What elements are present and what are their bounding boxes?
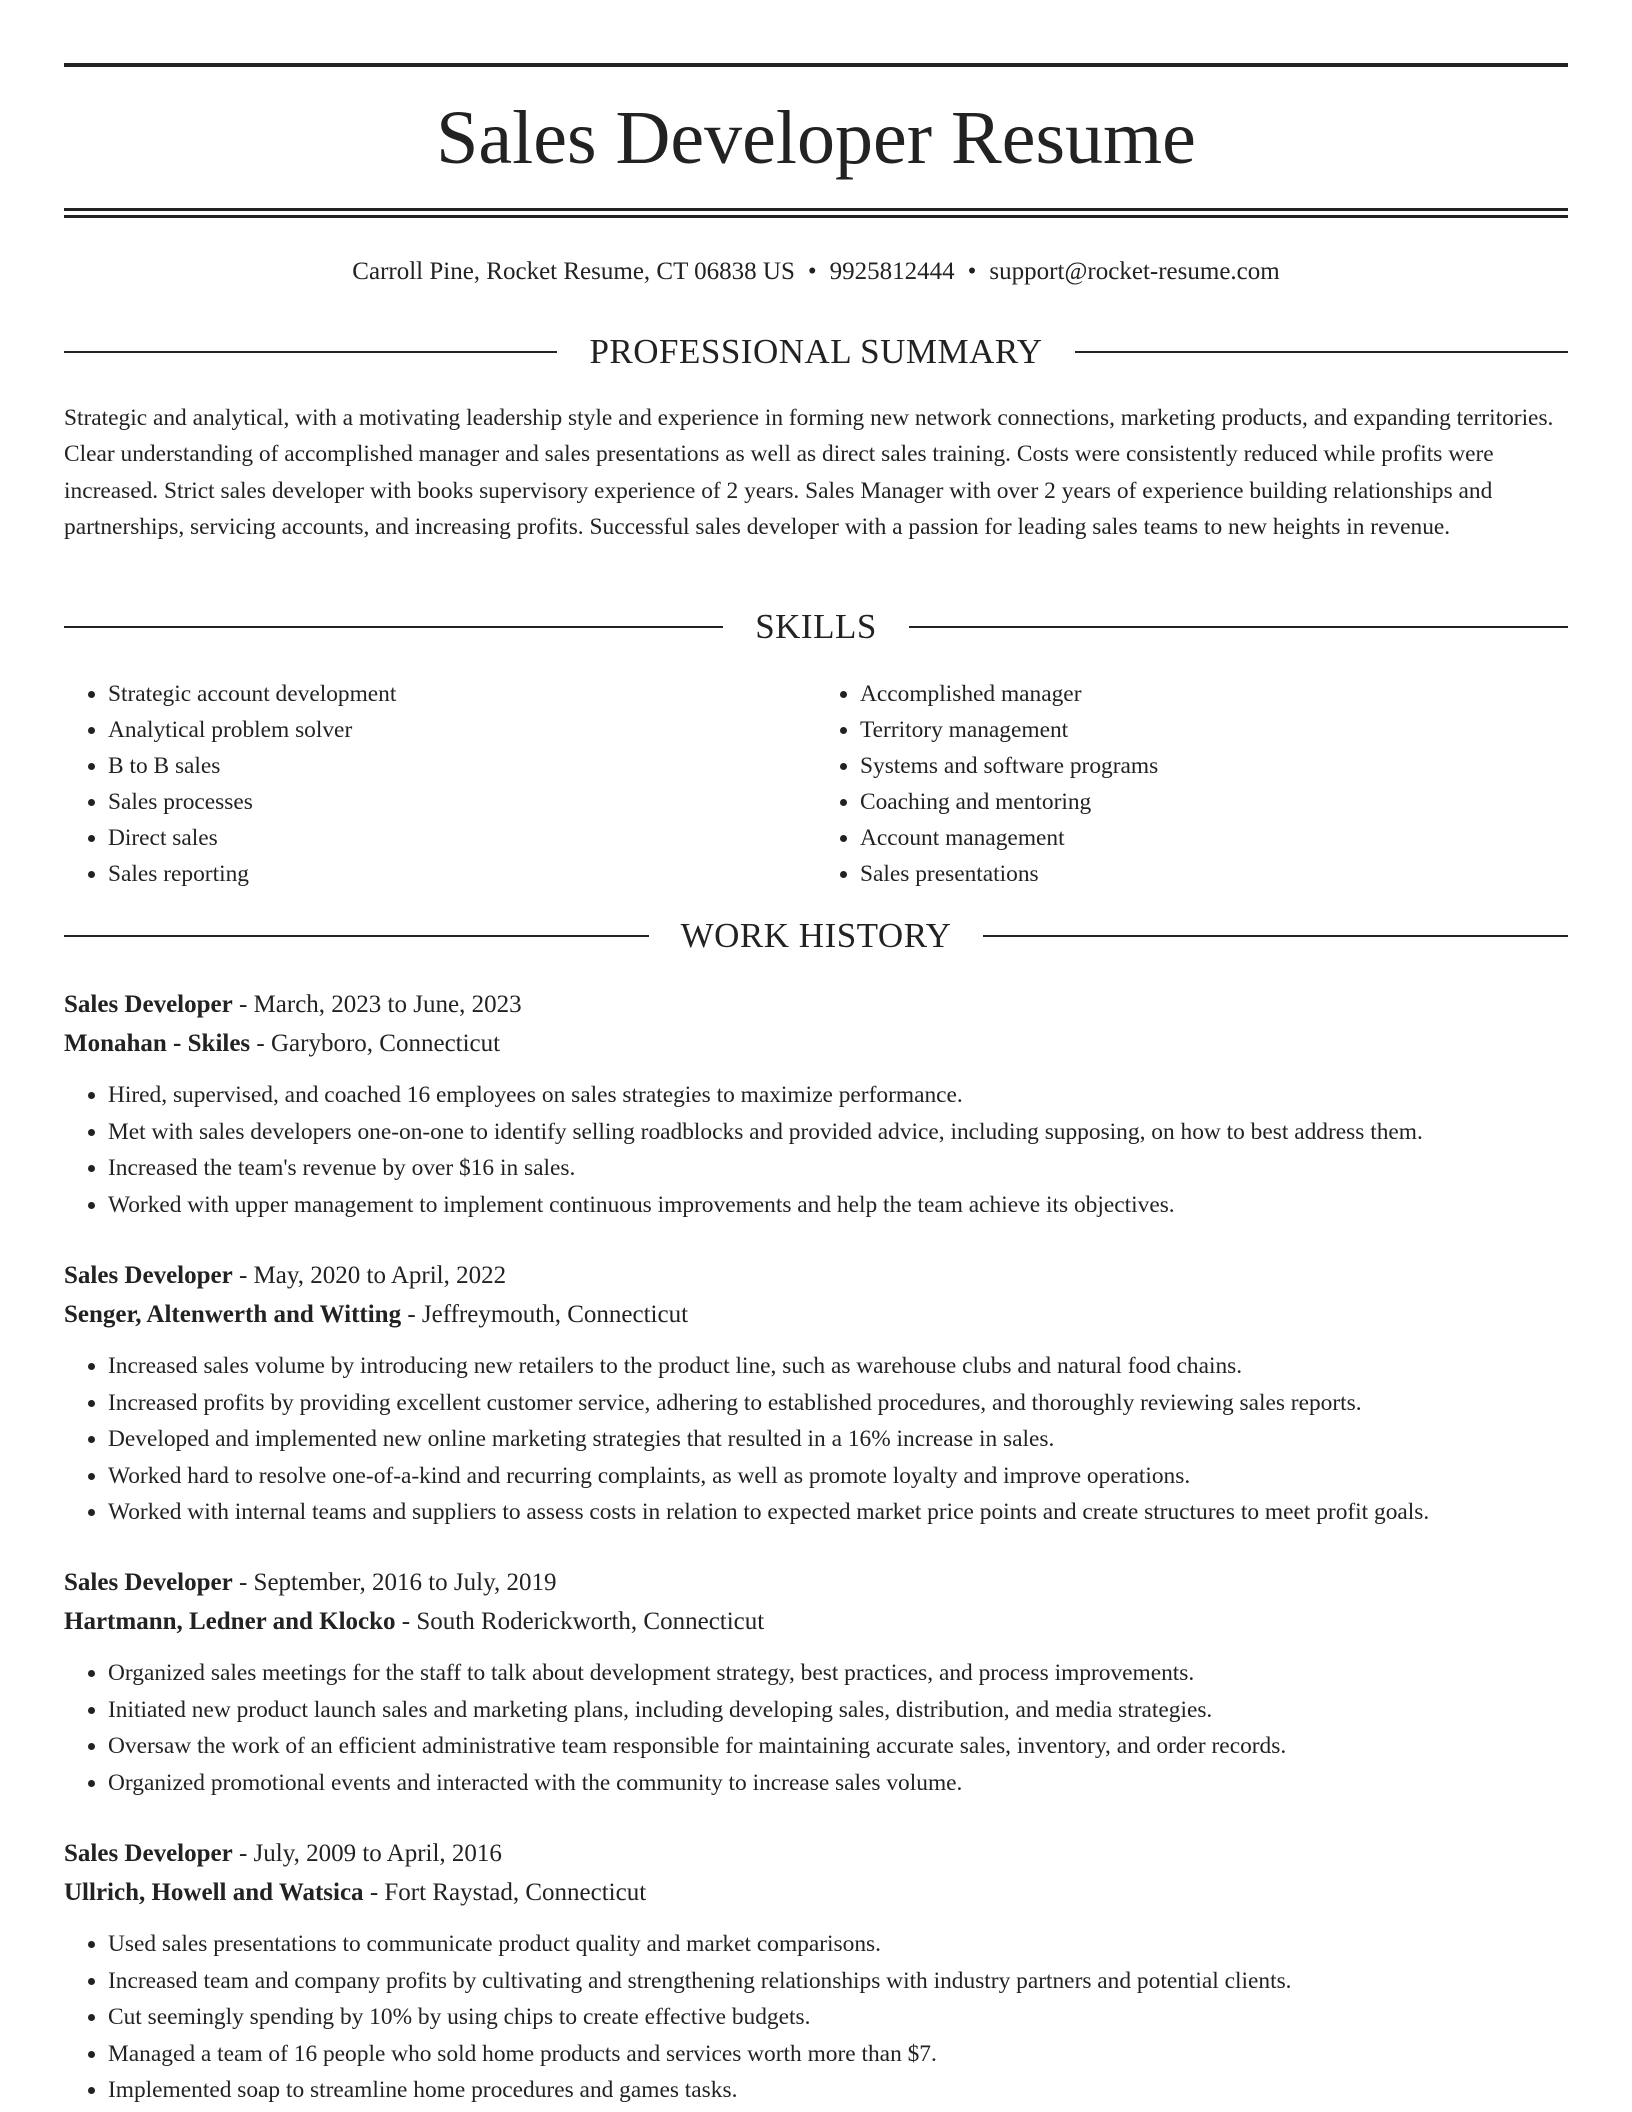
job-company: Monahan - Skiles bbox=[64, 1030, 251, 1057]
job-bullet: • Organized sales meetings for the staff to talk about development strategy, best practices, and process improvements. bbox=[108, 1655, 1568, 1692]
skill-item: • Sales processes bbox=[108, 784, 816, 820]
job-bullet: • Worked with upper management to implement continuous improvements and help the team achieve its objectives. bbox=[108, 1187, 1568, 1224]
header-bottom-rule-1 bbox=[64, 208, 1568, 211]
job-company-line: Ullrich, Howell and Watsica - Fort Raystad, Connecticut bbox=[64, 1879, 647, 1906]
job-dates: May, 2020 to April, 2022 bbox=[253, 1262, 507, 1289]
job-dates: September, 2016 to July, 2019 bbox=[253, 1569, 557, 1596]
job-title-line: Sales Developer - May, 2020 to April, 2022 bbox=[64, 1262, 507, 1289]
skill-item: • Direct sales bbox=[108, 820, 816, 856]
summary-heading-label: PROFESSIONAL SUMMARY bbox=[589, 332, 1043, 371]
job-bullets bbox=[64, 1077, 1568, 1223]
header-top-rule bbox=[64, 63, 1568, 67]
job-bullet: • Increased the team's revenue by over $16 in sales. bbox=[108, 1150, 1568, 1187]
job-location: Jeffreymouth, Connecticut bbox=[421, 1301, 689, 1328]
contact-separator: • bbox=[967, 258, 977, 285]
skills-column-right bbox=[816, 676, 1568, 892]
job-bullet: • Hired, supervised, and coached 16 employees on sales strategies to maximize performance. bbox=[108, 1077, 1568, 1114]
job-company-line: Monahan - Skiles - Garyboro, Connecticut bbox=[64, 1030, 501, 1057]
job-entry bbox=[64, 1834, 1568, 2109]
skill-item: • Systems and software programs bbox=[860, 748, 1568, 784]
job-bullet: • Cut seemingly spending by 10% by using chips to create effective budgets. bbox=[108, 1999, 1568, 2036]
job-location: South Roderickworth, Connecticut bbox=[416, 1608, 765, 1635]
heading-rule-right bbox=[909, 626, 1568, 628]
job-entry bbox=[64, 1256, 1568, 1531]
job-dates: March, 2023 to June, 2023 bbox=[253, 991, 522, 1018]
summary-text: Strategic and analytical, with a motivating leadership style and experience in forming new network connections, marketing products, and expanding territories. Clear understanding of accomplished manager and sales presentations as well as direct sales training. Costs were consistently reduced while profits were increased. Strict sales developer with books supervisory experience of 2 years. Sales Manager with over 2 years of experience building relationships and partnerships, servicing accounts, and increasing profits. Successful sales developer with a passion for leading sales teams to new heights in revenue. bbox=[64, 405, 1554, 540]
contact-line bbox=[64, 254, 1568, 290]
work-history-heading-label: WORK HISTORY bbox=[680, 916, 952, 955]
skill-item: • Analytical problem solver bbox=[108, 712, 816, 748]
job-bullet: • Organized promotional events and interacted with the community to increase sales volume. bbox=[108, 1765, 1568, 1802]
job-title-line: Sales Developer - July, 2009 to April, 2016 bbox=[64, 1840, 502, 1867]
heading-rule-right bbox=[1075, 351, 1568, 353]
job-entry bbox=[64, 1563, 1568, 1801]
contact-address: Carroll Pine, Rocket Resume, CT 06838 US bbox=[352, 258, 795, 285]
job-title-line: Sales Developer - September, 2016 to July, 2019 bbox=[64, 1569, 557, 1596]
job-bullets bbox=[64, 1348, 1568, 1531]
resume-title: Sales Developer Resume bbox=[436, 96, 1196, 180]
job-title-line: Sales Developer - March, 2023 to June, 2023 bbox=[64, 991, 522, 1018]
job-bullet: • Increased profits by providing excellent customer service, adhering to established procedures, and thoroughly reviewing sales reports. bbox=[108, 1385, 1568, 1422]
job-company-line: Hartmann, Ledner and Klocko - South Roderickworth, Connecticut bbox=[64, 1608, 765, 1635]
job-bullet: • Worked with internal teams and suppliers to assess costs in relation to expected market price points and create structures to meet profit goals. bbox=[108, 1494, 1568, 1531]
job-bullet: • Developed and implemented new online marketing strategies that resulted in a 16% increase in sales. bbox=[108, 1421, 1568, 1458]
job-bullet: • Implemented soap to streamline home procedures and games tasks. bbox=[108, 2072, 1568, 2109]
job-dates: July, 2009 to April, 2016 bbox=[253, 1840, 502, 1867]
job-bullets bbox=[64, 1655, 1568, 1801]
job-bullet: • Increased sales volume by introducing new retailers to the product line, such as warehouse clubs and natural food chains. bbox=[108, 1348, 1568, 1385]
work-history-heading bbox=[64, 914, 1568, 958]
job-bullet: • Increased team and company profits by cultivating and strengthening relationships with industry partners and potential clients. bbox=[108, 1963, 1568, 2000]
job-role: Sales Developer bbox=[64, 1569, 233, 1596]
job-bullet: • Oversaw the work of an efficient administrative team responsible for maintaining accurate sales, inventory, and order records. bbox=[108, 1728, 1568, 1765]
job-company: Hartmann, Ledner and Klocko bbox=[64, 1608, 396, 1635]
job-bullet: • Met with sales developers one-on-one to identify selling roadblocks and provided advice, including supposing, on how to best address them. bbox=[108, 1114, 1568, 1151]
skill-item: • Territory management bbox=[860, 712, 1568, 748]
heading-rule-left bbox=[64, 935, 649, 937]
job-company-line: Senger, Altenwerth and Witting - Jeffreymouth, Connecticut bbox=[64, 1301, 689, 1328]
job-bullets bbox=[64, 1926, 1568, 2109]
skill-item: • Strategic account development bbox=[108, 676, 816, 712]
skills-list bbox=[64, 676, 1568, 892]
header-bottom-rule-2 bbox=[64, 215, 1568, 218]
heading-rule-left bbox=[64, 626, 723, 628]
job-entry bbox=[64, 985, 1568, 1223]
skill-item: • Sales presentations bbox=[860, 856, 1568, 892]
contact-email: support@rocket-resume.com bbox=[989, 258, 1280, 285]
summary-heading bbox=[64, 330, 1568, 374]
job-location: Fort Raystad, Connecticut bbox=[384, 1879, 647, 1906]
job-company: Ullrich, Howell and Watsica bbox=[64, 1879, 364, 1906]
skill-item: • Accomplished manager bbox=[860, 676, 1568, 712]
skills-column-left bbox=[64, 676, 816, 892]
job-location: Garyboro, Connecticut bbox=[271, 1030, 501, 1057]
job-role: Sales Developer bbox=[64, 1262, 233, 1289]
job-bullet: • Managed a team of 16 people who sold home products and services worth more than $7. bbox=[108, 2036, 1568, 2073]
contact-separator: • bbox=[807, 258, 817, 285]
heading-rule-left bbox=[64, 351, 557, 353]
job-role: Sales Developer bbox=[64, 1840, 233, 1867]
skills-heading bbox=[64, 605, 1568, 649]
skill-item: • Sales reporting bbox=[108, 856, 816, 892]
skill-item: • Coaching and mentoring bbox=[860, 784, 1568, 820]
job-bullet: • Worked hard to resolve one-of-a-kind and recurring complaints, as well as promote loyalty and improve operations. bbox=[108, 1458, 1568, 1495]
skills-heading-label: SKILLS bbox=[755, 607, 877, 646]
heading-rule-right bbox=[983, 935, 1568, 937]
skill-item: • B to B sales bbox=[108, 748, 816, 784]
skill-item: • Account management bbox=[860, 820, 1568, 856]
job-bullet: • Initiated new product launch sales and marketing plans, including developing sales, distribution, and media strategies. bbox=[108, 1692, 1568, 1729]
contact-phone: 9925812444 bbox=[829, 258, 955, 285]
job-role: Sales Developer bbox=[64, 991, 233, 1018]
job-bullet: • Used sales presentations to communicate product quality and market comparisons. bbox=[108, 1926, 1568, 1963]
job-company: Senger, Altenwerth and Witting bbox=[64, 1301, 402, 1328]
